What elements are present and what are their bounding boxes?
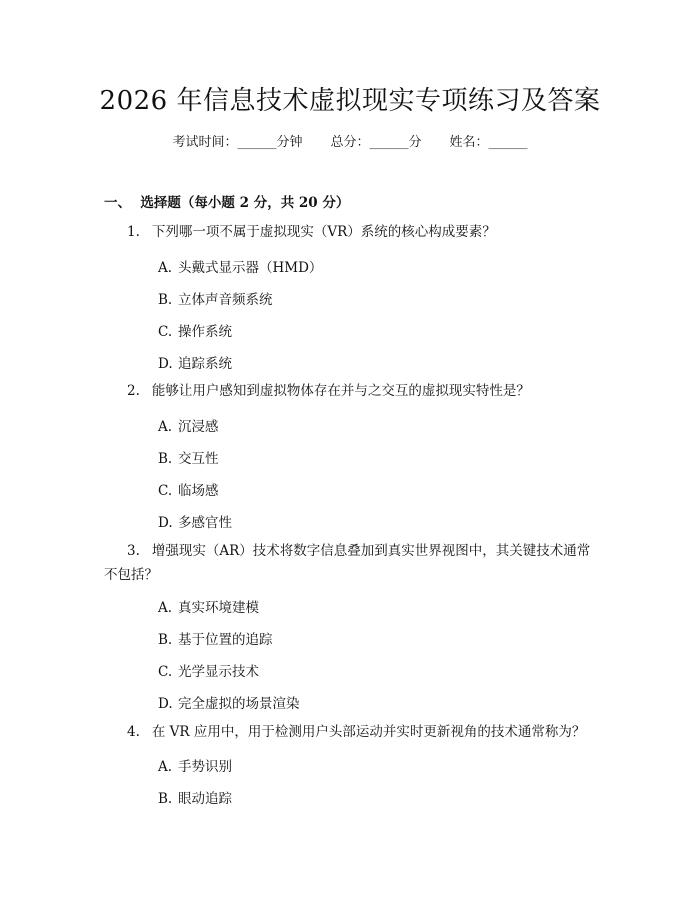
option-4a [158,755,232,775]
option-letter: C. [158,483,173,499]
option-letter: A. [158,759,173,775]
option-letter: D. [158,515,173,531]
option-text: 交互性 [178,451,219,467]
option-text: 沉浸感 [178,419,219,435]
option-text: 基于位置的追踪 [178,632,273,648]
exam-time-field: 考试时间：______分钟 [172,135,303,150]
question-text: 能够让用户感知到虚拟物体存在并与之交互的虚拟现实特性是？ [151,383,530,399]
option-1d [158,352,232,372]
option-1a [158,256,322,276]
option-2b [158,447,219,467]
option-text: 立体声音频系统 [178,292,273,308]
option-2a [158,415,219,435]
option-2d [158,511,232,531]
question-number: 2. [127,383,140,399]
option-letter: D. [158,356,173,372]
option-letter: D. [158,696,173,712]
question-number: 3. [127,543,140,559]
option-2c [158,479,219,499]
question-3 [104,539,594,587]
option-letter: A. [158,260,173,276]
option-1c [158,320,232,340]
option-text: 光学显示技术 [178,664,259,680]
option-text: 手势识别 [178,759,232,775]
option-letter: A. [158,419,173,435]
option-letter: A. [158,600,173,616]
option-text: 操作系统 [178,324,232,340]
option-text: 真实环境建模 [178,600,259,616]
option-letter: B. [158,451,173,467]
question-number: 1. [127,224,140,240]
question-1 [104,220,594,244]
question-text: 在 VR 应用中，用于检测用户头部运动并实时更新视角的技术通常称为？ [151,724,586,740]
option-text: 眼动追踪 [178,791,232,807]
option-3b [158,628,273,648]
option-1b [158,288,273,308]
option-3d [158,692,300,712]
option-text: 追踪系统 [178,356,232,372]
option-text: 多感官性 [178,515,232,531]
question-4 [104,720,594,744]
option-3c [158,660,259,680]
option-letter: C. [158,664,173,680]
document-title: 2026 年信息技术虚拟现实专项练习及答案 [99,86,601,116]
option-text: 临场感 [178,483,219,499]
question-number: 4. [127,724,140,740]
question-text: 增强现实（AR）技术将数字信息叠加到真实世界视图中，其关键技术通常不包括？ [104,543,591,583]
option-letter: B. [158,791,173,807]
student-name-field: 姓名：______ [449,135,528,150]
option-letter: B. [158,292,173,308]
option-text: 完全虚拟的场景渲染 [178,696,300,712]
total-score-field: 总分：______分 [330,135,422,150]
option-letter: C. [158,324,173,340]
section-heading: 一、 选择题（每小题 2 分，共 20 分） [104,195,350,211]
option-text: 头戴式显示器（HMD） [178,260,323,276]
option-4b [158,787,232,807]
question-text: 下列哪一项不属于虚拟现实（VR）系统的核心构成要素？ [151,224,496,240]
exam-meta-line [0,131,700,150]
option-letter: B. [158,632,173,648]
question-2 [104,379,594,403]
option-3a [158,596,259,616]
